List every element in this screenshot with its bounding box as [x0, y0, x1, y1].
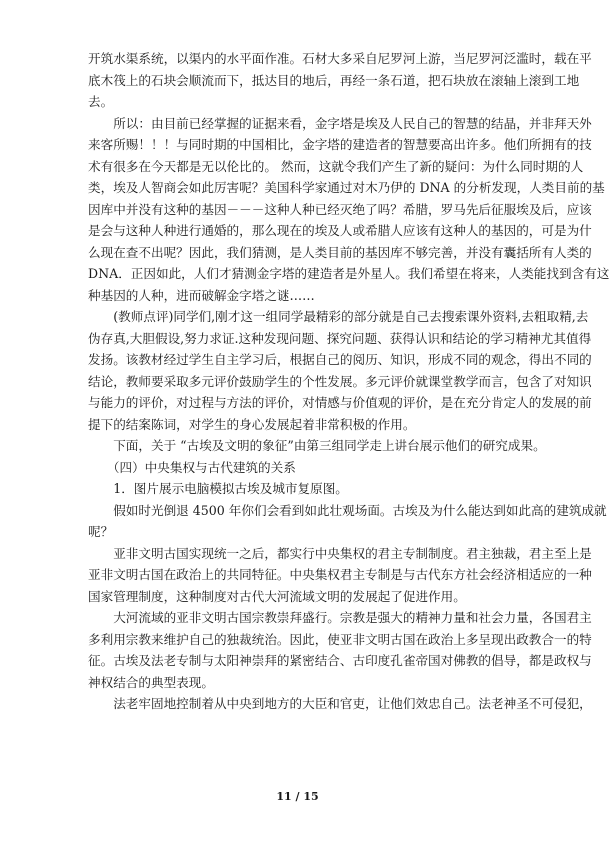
text-line: 提下的结案陈词，对学生的身心发展起着非常积极的作用。 — [88, 416, 416, 432]
text-line: 是会与这种人种进行通婚的，那么现在的埃及人或希腊人应该有这种人的基因的，可是为什 — [88, 223, 592, 238]
text-line: 法老牢固地控制着从中央到地方的大臣和官吏，让他们效忠自己。法老神圣不可侵犯， — [88, 696, 592, 711]
text-line: 神权结合的典型表现。 — [88, 674, 214, 690]
text-line: 1．图片展示电脑模拟古埃及城市复原图。 — [88, 481, 348, 496]
page-number: 11 / 15 — [276, 790, 319, 803]
text-line: 来客所赐！！！与同时期的中国相比，金字塔的建造者的智慧要高出许多。他们所拥有的技 — [88, 137, 592, 152]
text-line: 因库中并没有这种的基因－－－这种人种已经灭绝了吗？希腊，罗马先后征服埃及后，应该 — [88, 201, 592, 217]
text-line: 多利用宗教来维护自己的独裁统治。因此，使亚非文明古国在政治上多呈现出政教合一的特 — [88, 631, 592, 647]
text-line: 底木筏上的石块会顺流而下，抵达目的地后，再经一条石道，把石块放在滚轴上滚到工地 — [88, 72, 580, 88]
text-line: 伪存真,大胆假设,努力求证.这种发现问题、探究问题、获得认识和结论的学习精神尤其值得 — [88, 330, 592, 346]
text-line: 类，埃及人智商会如此厉害呢？美国科学家通过对木乃伊的 DNA 的分析发现，人类目前的基 — [88, 180, 605, 195]
text-line: 去。 — [88, 94, 114, 109]
text-line: 开筑水渠系统，以渠内的水平面作准。石材大多采自尼罗河上游，当尼罗河泛滥时，载在平 — [88, 51, 592, 66]
text-line: （四）中央集权与古代建筑的关系 — [88, 459, 296, 475]
text-line: 亚非文明古国在政治上的共同特征。中央集权君主专制是与古代东方社会经济相适应的一种 — [88, 567, 592, 582]
document-body — [88, 48, 609, 715]
text-line: 假如时光倒退 4500 年你们会看到如此壮观场面。古埃及为什么能达到如此高的建筑成就 — [88, 502, 607, 518]
text-line: DNA．正因如此，人们才猜测金字塔的建造者是外星人。我们希望在将来，人类能找到含有这 — [88, 266, 609, 281]
text-line: 征。古埃及法老专制与太阳神崇拜的紧密结合、古印度孔雀帝国对佛教的倡导，都是政权与 — [88, 653, 592, 668]
text-line: 亚非文明古国实现统一之后，都实行中央集权的君主专制制度。君主独裁，君主至上是 — [88, 545, 592, 561]
text-line: 与能力的评价，对过程与方法的评价，对情感与价值观的评价，是在充分肯定人的发展的前 — [88, 395, 592, 410]
text-line: 发扬。该教材经过学生自主学习后，根据自己的阅历、知识，形成不同的观念，得出不同的 — [88, 352, 592, 367]
text-line: (教师点评)同学们,刚才这一组同学最精彩的部分就是自己去搜索课外资料,去粗取精,去 — [88, 309, 589, 324]
text-line: 大河流域的亚非文明古国宗教崇拜盛行。宗教是强大的精神力量和社会力量，各国君主 — [88, 610, 592, 625]
text-line: 所以：由目前已经掌握的证据来看，金字塔是埃及人民自己的智慧的结晶，并非拜天外 — [88, 115, 592, 131]
text-line: 国家管理制度，这种制度对古代大河流域文明的发展起了促进作用。 — [88, 588, 466, 604]
text-line: 呢？ — [88, 524, 114, 539]
text-line: 下面，关于 “古埃及文明的象征”由第三组同学走上讲台展示他们的研究成果。 — [88, 438, 546, 453]
text-line: 术有很多在今天都是无以伦比的。 然而，这就令我们产生了新的疑问：为什么同时期的人 — [88, 158, 584, 174]
text-line: 种基因的人种，进而破解金字塔之谜…… — [88, 287, 315, 303]
text-line: 么现在查不出呢？因此，我们猜测，是人类目前的基因库不够完善，并没有囊括所有人类的 — [88, 244, 592, 260]
text-line: 结论，教师要采取多元评价鼓励学生的个性发展。多元评价就课堂教学而言，包含了对知识 — [88, 373, 592, 389]
